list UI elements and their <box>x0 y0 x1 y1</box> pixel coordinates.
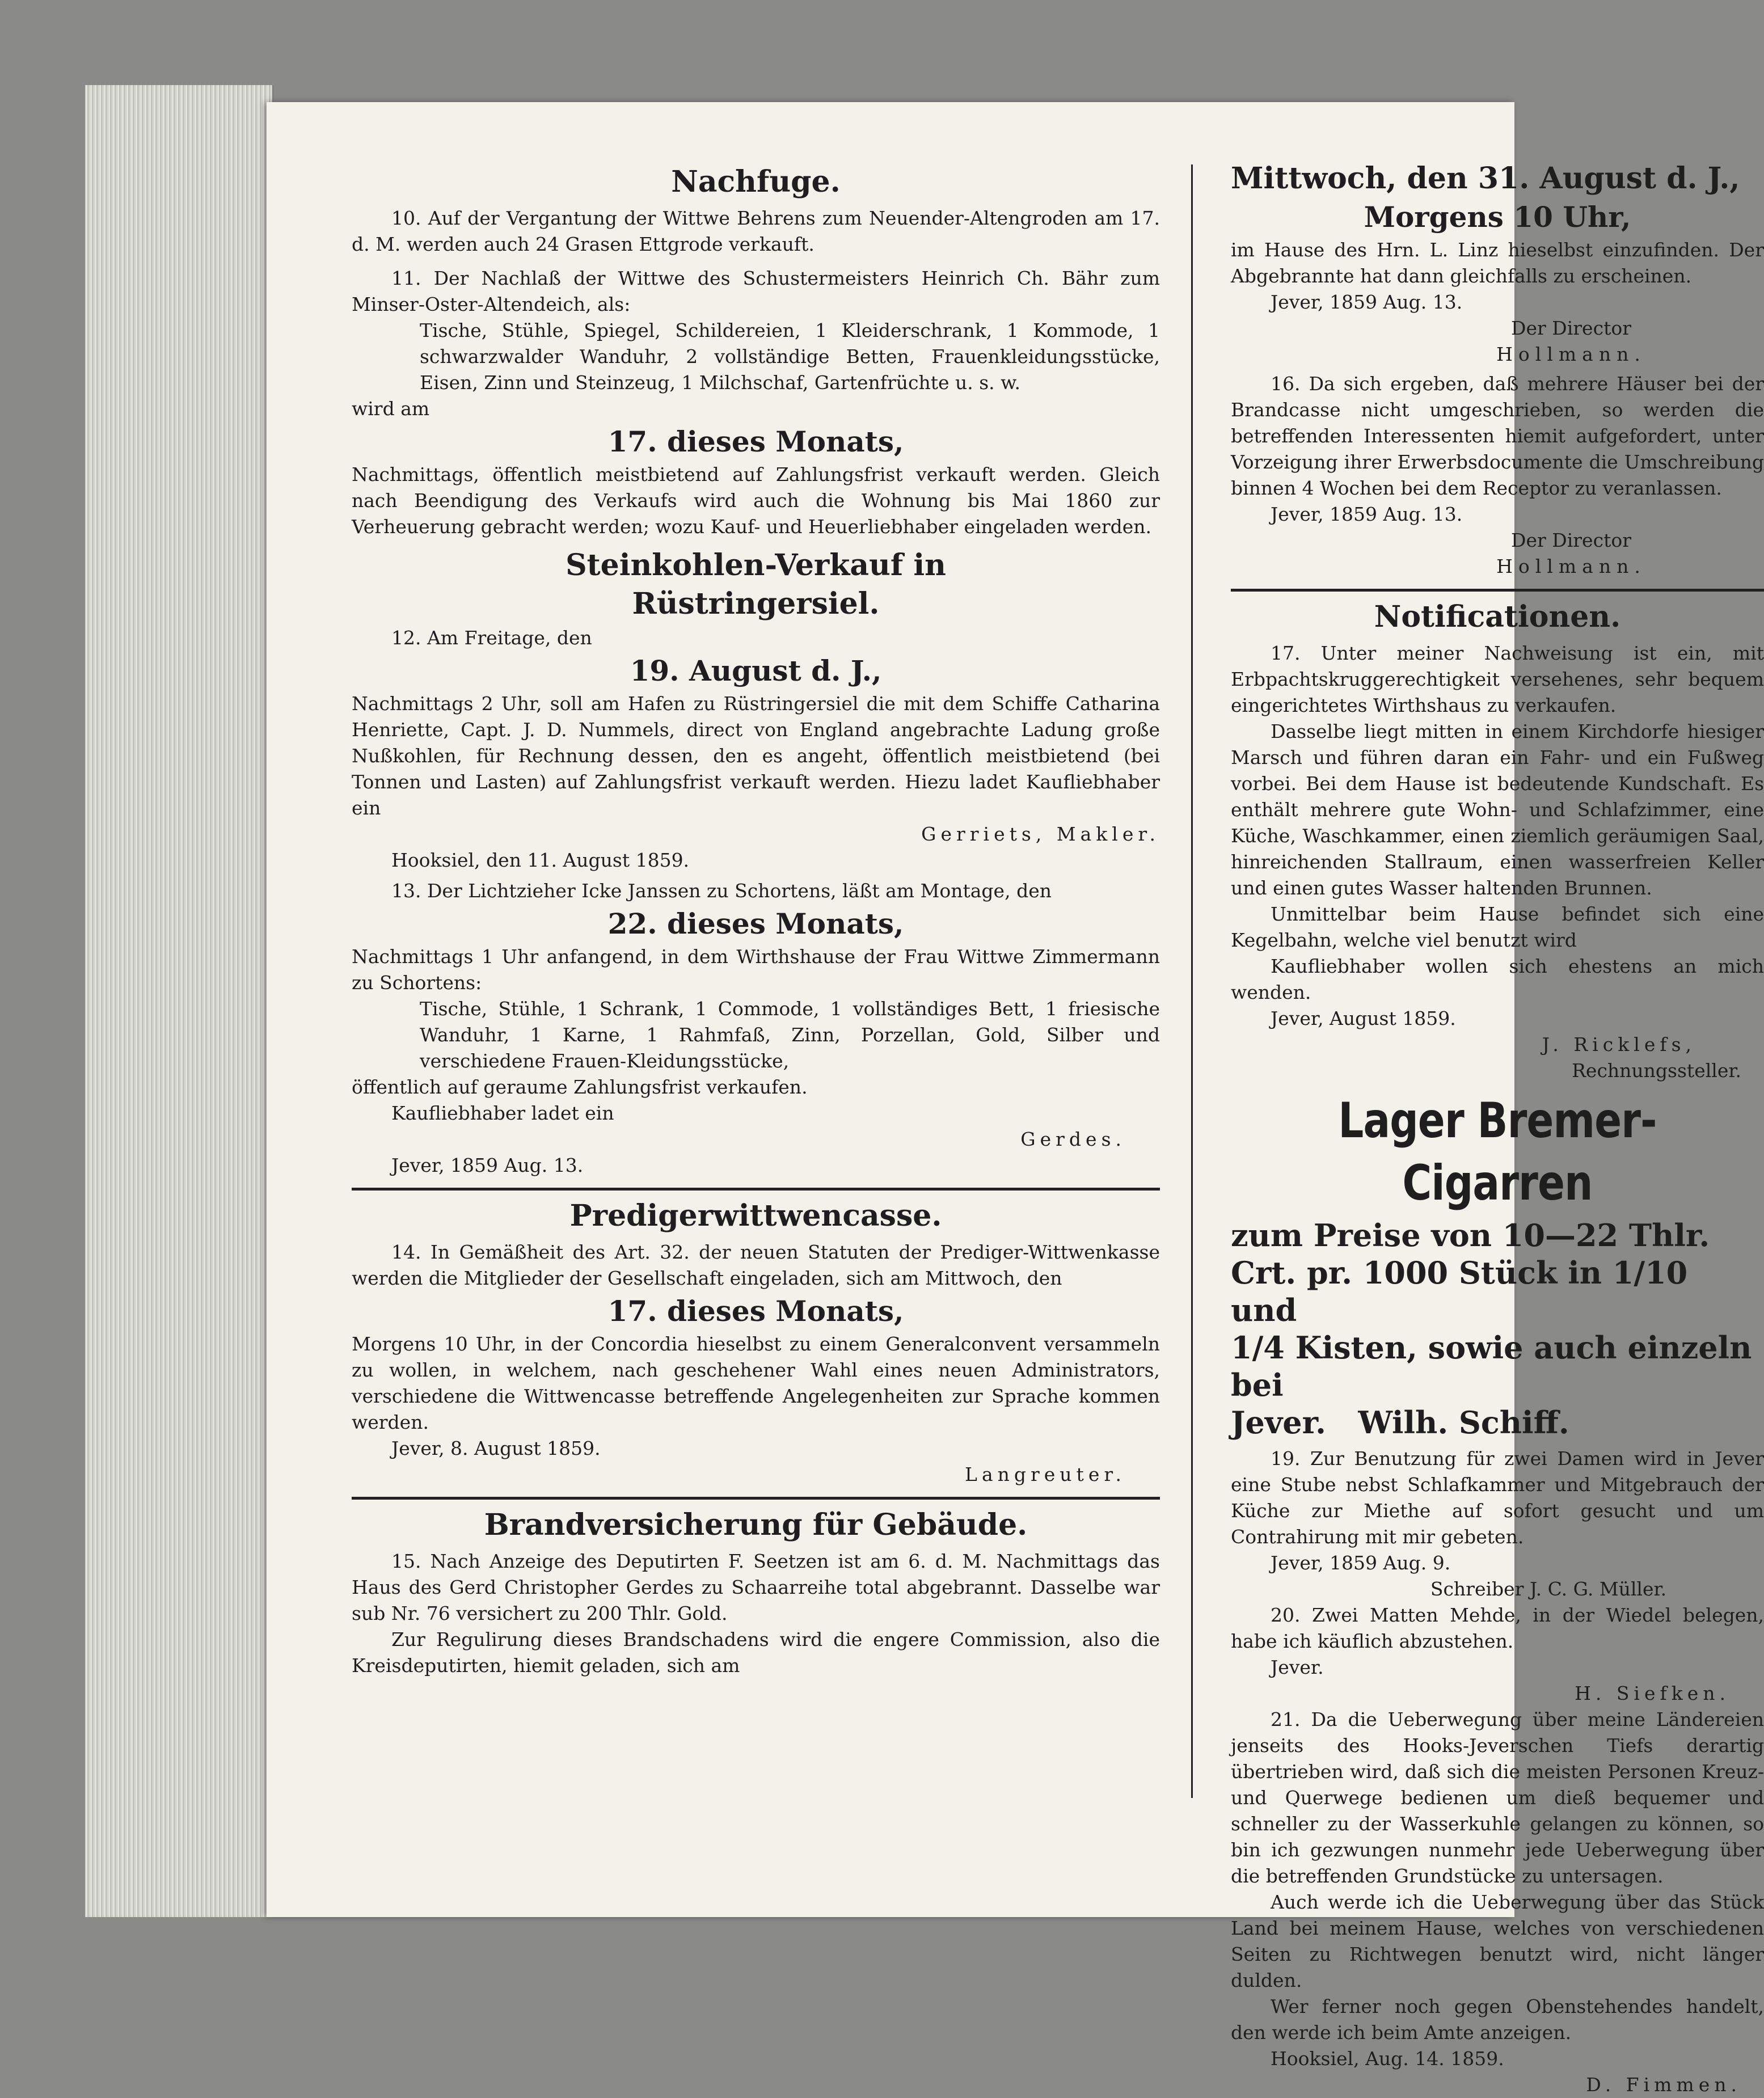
notice-21-signature: D. Fimmen. <box>1586 2074 1741 2096</box>
notice-13-place: Jever, 1859 Aug. 13. <box>391 1154 584 1176</box>
notice-16: 16. Da sich ergeben, daß mehrere Häuser bei der Brandcasse nicht umgeschrieben, so werden die betreffenden Interessenten hiemit aufgefordert, unter Vorzeigung ihrer Erwerbsdocumente die Umschreibung binnen 4 Wochen bei dem Receptor zu veranlassen. <box>1231 373 1764 499</box>
notice-17-b: Dasselbe liegt mitten in einem Kirchdorfe hiesiger Marsch und führen daran ein Fahr- und ein Fußweg vorbei. Bei dem Hause ist bedeutende Kundschaft. Es enthält mehrere gute Wohn- und Schlafzimmer, eine Küche, Waschkammer, einen ziemlich geräumigen Saal, hinreichenden Stallraum, einen wasserfreien Keller und einen gutes Wasser haltenden Brunnen. <box>1231 720 1764 899</box>
section-rule <box>352 1188 1160 1191</box>
left-column <box>352 159 1160 1679</box>
notice-13: 13. Der Lichtzieher Icke Janssen zu Schortens, läßt am Montage, den <box>391 880 1052 902</box>
notice-11-date: 17. dieses Monats, <box>607 425 904 458</box>
notice-12: 12. Am Freitage, den <box>391 627 592 649</box>
notice-17-place: Jever, August 1859. <box>1271 1007 1456 1029</box>
notice-17-role: Rechnungssteller. <box>1572 1059 1741 1082</box>
notice-11-wird: wird am <box>352 398 430 420</box>
column-divider <box>1191 164 1193 1798</box>
notice-14-body: Morgens 10 Uhr, in der Concordia hieselbst zu einem Generalconvent versammeln zu wollen, in welchem, nach geschehener Wahl eines neuen Administrators, verschiedene die Wittwencasse betreffende Angelegenheiten zur Sprache kommen werden. <box>352 1333 1160 1433</box>
notice-19: 19. Zur Benutzung für zwei Damen wird in Jever eine Stube nebst Schlafkammer und Mitgebrauch der Küche zur Miethe auf sofort gesucht und um Contrahirung mit mir gebeten. <box>1231 1447 1764 1548</box>
director-name: Hollmann. <box>1496 555 1646 577</box>
heading-notificationen: Notificationen. <box>1374 600 1621 634</box>
director-label: Der Director <box>1511 529 1631 551</box>
notice-14-signature: Langreuter. <box>965 1463 1126 1485</box>
notice-17: 17. Unter meiner Nachweisung ist ein, mit Erbpachtskruggerechtigkeit versehenes, sehr bequem eingerichtetes Wirthshaus zu verkaufen. <box>1231 642 1764 716</box>
notice-13-rest: öffentlich auf geraume Zahlungsfrist verkaufen. <box>352 1076 808 1098</box>
notice-21-place: Hooksiel, Aug. 14. 1859. <box>1271 2048 1504 2070</box>
notice-17-signature: J. Ricklefs, <box>1542 1033 1696 1056</box>
notice-15-body: im Hause des Hrn. L. Linz hieselbst einzufinden. Der Abgebrannte hat dann gleichfalls zu erscheinen. <box>1231 239 1764 287</box>
right-column <box>1231 159 1764 2098</box>
notice-20-place: Jever. <box>1271 1656 1324 1678</box>
heading-nachfuge: Nachfuge. <box>671 164 841 199</box>
book-page-edges <box>85 85 273 1917</box>
notice-13-invite: Kaufliebhaber ladet ein <box>391 1102 614 1124</box>
notice-13-body: Nachmittags 1 Uhr anfangend, in dem Wirthshause der Frau Wittwe Zimmermann zu Schortens: <box>352 945 1160 994</box>
notice-15-cont: Zur Regulirung dieses Brandschadens wird die engere Commission, also die Kreisdeputirten, hiemit geladen, sich am <box>352 1628 1160 1677</box>
notice-19-signature: Schreiber J. C. G. Müller. <box>1430 1578 1667 1600</box>
notice-12-body: Nachmittags 2 Uhr, soll am Hafen zu Rüstringersiel die mit dem Schiffe Catharina Henriette, Capt. J. D. Nummels, direct von England angebrachte Ladung große Nußkohlen, für Rechnung dessen, den es angeht, öffentlich meistbietend (bei Tonnen und Lasten) auf Zahlungsfrist verkauft werden. Hiezu ladet Kaufliebhaber ein <box>352 693 1160 819</box>
cigar-advert-title: Lager Bremer-Cigarren <box>1338 1092 1657 1211</box>
notice-15-time: Morgens 10 Uhr, <box>1364 200 1631 234</box>
director-label: Der Director <box>1511 317 1631 339</box>
notice-12-date: 19. August d. J., <box>630 654 882 687</box>
notice-12-place: Hooksiel, den 11. August 1859. <box>391 849 690 871</box>
notice-14-place: Jever, 8. August 1859. <box>391 1437 601 1459</box>
heading-brandversicherung: Brandversicherung für Gebäude. <box>484 1508 1028 1542</box>
notice-21-c: Wer ferner noch gegen Obenstehendes handelt, den werde ich beim Amte anzeigen. <box>1231 1995 1764 2044</box>
notice-21: 21. Da die Ueberwegung über meine Ländereien jenseits des Hooks-Jeverschen Tiefs derartig übertrieben wird, daß sich die meisten Personen Kreuz- und Querwege bedienen um dieß bequemer und schneller zu der Wasserkuhle gelangen zu können, so bin ich gezwungen nunmehr jede Ueberwegung über die betreffenden Grundstücke zu untersagen. <box>1231 1708 1764 1887</box>
notice-11-items: Tische, Stühle, Spiegel, Schildereien, 1 Kleiderschrank, 1 Kommode, 1 schwarzwalder Wanduhr, 2 vollständige Betten, Frauenkleidungsstücke, Eisen, Zinn und Steinzeug, 1 Milchschaf, Gartenfrüchte u. s. w. <box>420 319 1160 394</box>
cigar-advert-line3: 1/4 Kisten, sowie auch einzeln bei <box>1231 1329 1752 1403</box>
cigar-advert-line1: zum Preise von 10—22 Thlr. <box>1231 1217 1710 1253</box>
director-name: Hollmann. <box>1496 343 1646 365</box>
notice-20-signature: H. Siefken. <box>1575 1682 1730 1704</box>
notice-13-signature: Gerdes. <box>1020 1128 1126 1150</box>
notice-15-date-line: Mittwoch, den 31. August d. J., <box>1231 161 1740 196</box>
notice-17-d: Kaufliebhaber wollen sich ehestens an mich wenden. <box>1231 955 1764 1003</box>
notice-11-rest: Nachmittags, öffentlich meistbietend auf Zahlungsfrist verkauft werden. Gleich nach Beendigung des Verkaufs wird auch die Wohnung bis Mai 1860 zur Verheuerung gebracht werden; wozu Kauf- und Heuerliebhaber eingeladen werden. <box>352 463 1160 538</box>
heading-predigerwittwencasse: Predigerwittwencasse. <box>569 1198 942 1233</box>
notice-10: 10. Auf der Vergantung der Wittwe Behrens zum Neuender-Altengroden am 17. d. M. werden auch 24 Grasen Ettgrode verkauft. <box>352 207 1160 255</box>
notice-19-place: Jever, 1859 Aug. 9. <box>1271 1552 1451 1574</box>
cigar-advert-line2: Crt. pr. 1000 Stück in 1/10 und <box>1231 1255 1688 1328</box>
notice-20: 20. Zwei Matten Mehde, in der Wiedel belegen, habe ich käuflich abzustehen. <box>1231 1604 1764 1652</box>
notice-17-c: Unmittelbar beim Hause befindet sich eine Kegelbahn, welche viel benutzt wird <box>1231 903 1764 951</box>
notice-15-place: Jever, 1859 Aug. 13. <box>1271 291 1463 313</box>
cigar-advert <box>1231 1090 1764 1441</box>
newspaper-page <box>267 102 1764 2096</box>
notice-13-date: 22. dieses Monats, <box>607 907 904 940</box>
notice-21-b: Auch werde ich die Ueberwegung über das Stück Land bei meinem Hause, welches von verschiedenen Seiten zu Richtwegen benutzt wird, nicht länger dulden. <box>1231 1891 1764 1991</box>
cigar-advert-line4: Jever. Wilh. Schiff. <box>1231 1404 1569 1441</box>
notice-14-date: 17. dieses Monats, <box>607 1294 904 1328</box>
notice-12-signature: Gerriets, Makler. <box>921 823 1160 845</box>
notice-13-items: Tische, Stühle, 1 Schrank, 1 Commode, 1 vollständiges Bett, 1 friesische Wanduhr, 1 Karne, 1 Rahmfaß, Zinn, Porzellan, Gold, Silber und verschiedene Frauen-Kleidungsstücke, <box>420 998 1160 1072</box>
notice-16-place: Jever, 1859 Aug. 13. <box>1271 503 1463 525</box>
notice-15: 15. Nach Anzeige des Deputirten F. Seetzen ist am 6. d. M. Nachmittags das Haus des Gerd Christopher Gerdes zu Schaarreihe total abgebrannt. Dasselbe war sub Nr. 76 versichert zu 200 Thlr. Gold. <box>352 1550 1160 1624</box>
section-rule <box>352 1497 1160 1500</box>
heading-ruestringersiel: Rüstringersiel. <box>632 586 880 621</box>
notice-11: 11. Der Nachlaß der Wittwe des Schustermeisters Heinrich Ch. Bähr zum Minser-Oster-Altendeich, als: <box>352 267 1160 315</box>
section-rule <box>1231 589 1764 592</box>
notice-14: 14. In Gemäßheit des Art. 32. der neuen Statuten der Prediger-Wittwenkasse werden die Mitglieder der Gesellschaft eingeladen, sich am Mittwoch, den <box>352 1241 1160 1289</box>
heading-steinkohlen: Steinkohlen-Verkauf in <box>566 548 946 582</box>
